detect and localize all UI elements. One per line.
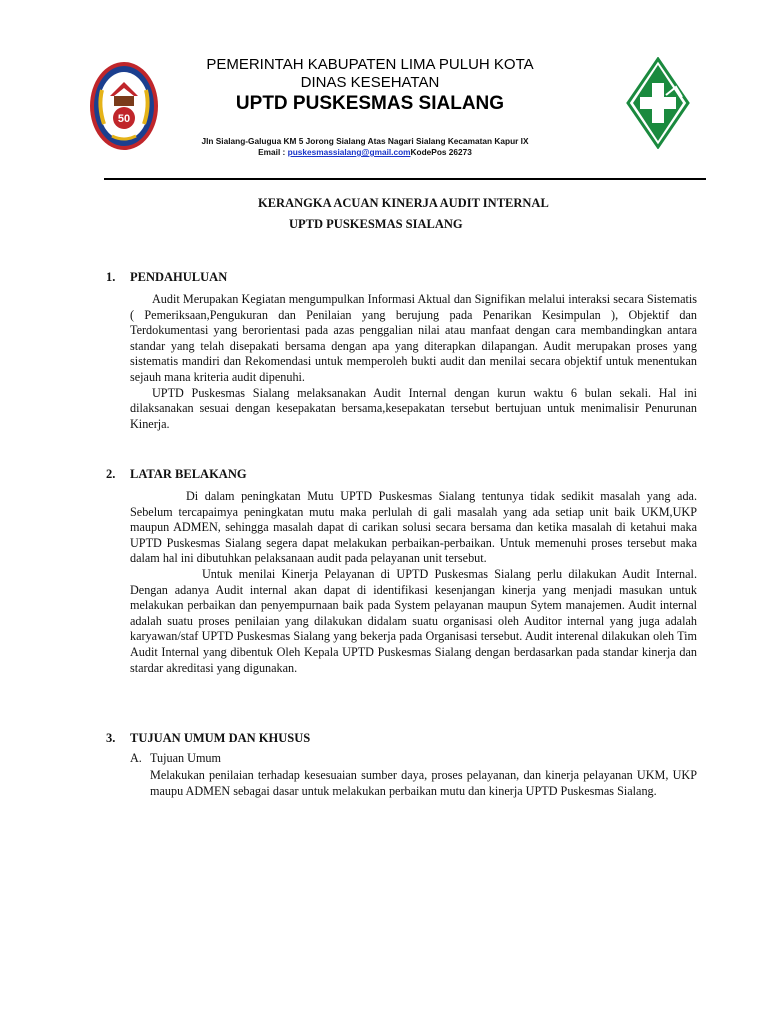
section-heading-latar-belakang xyxy=(106,467,247,482)
emblem-text: 50 xyxy=(117,113,131,125)
section-body-tujuan xyxy=(150,768,697,799)
letterhead-divider xyxy=(104,178,706,180)
document-title: KERANGKA ACUAN KINERJA AUDIT INTERNAL xyxy=(258,196,549,210)
section-body-pendahuluan xyxy=(130,292,697,432)
section-number: 2. xyxy=(106,467,116,481)
paragraph: Di dalam peningkatan Mutu UPTD Puskesmas Sialang tentunya tidak sedikit masalah yang ada. Sebelum tercapaimya peningkatan mutu maka perlulah di gali masalah yang ada setiap unit baik UKM,UKP maupun ADMEN, sehingga masalah dapat di carikan solusi secara bersama dan ketika masalah di ketahui maka UPTD Puskesmas Sialang segera dapat melakukan perbaikan-perbaikan. Untuk memenuhi proses tersebut maka dalam hal ini dibutuhkan pelaksanaan audit pada pelayanan unit tersebut. xyxy=(130,489,697,566)
paragraph: Audit Merupakan Kegiatan mengumpulkan Informasi Aktual dan Signifikan melalui interaksi secara Sistematis ( Pemeriksaan,Pengukuran dan Penilaian yang berujung pada Penarikan Kesimpulan ), Objektif dan Terdokumentasi yang berorientasi pada azas penggalian nilai atau manfaat dengan cara membandingkan antara standar yang telah disepakati bersama dengan apa yang diterapkan dilapangan. Audit merupakan proses yang sistematis mandiri dan Rekomendasi untuk memperoleh bukti audit dan menilai secara objektif untuk menentukan sejauh mana kriteria audit dipenuhi. xyxy=(130,292,697,384)
section-body-latar-belakang xyxy=(130,489,697,676)
subsection-title: Tujuan Umum xyxy=(150,751,221,765)
paragraph: UPTD Puskesmas Sialang melaksanakan Audit Internal dengan kurun waktu 6 bulan sekali. Hal ini dilaksanakan sesuai dengan kesepakatan bersama,kesepakatan tersebut bertujuan untuk menimalisir Penurunan Kinerja. xyxy=(130,385,697,431)
section-number: 1. xyxy=(106,270,116,284)
document-subtitle: UPTD PUSKESMAS SIALANG xyxy=(289,217,463,231)
letterhead-institution: UPTD PUSKESMAS SIALANG xyxy=(235,93,505,114)
letterhead-address: Jln Sialang-Galugua KM 5 Jorong Sialang Atas Nagari Sialang Kecamatan Kapur IX xyxy=(201,136,529,146)
subsection-number: A. xyxy=(130,751,142,765)
subsection-tujuan-umum xyxy=(130,751,221,766)
postcode: KodePos 26273 xyxy=(410,147,472,157)
letterhead-contact xyxy=(160,147,570,157)
section-title: LATAR BELAKANG xyxy=(130,467,247,481)
letterhead-government: PEMERINTAH KABUPATEN LIMA PULUH KOTA xyxy=(206,56,534,73)
email-label: Email : xyxy=(258,147,288,157)
section-heading-pendahuluan xyxy=(106,270,227,285)
paragraph: Untuk menilai Kinerja Pelayanan di UPTD Puskesmas Sialang perlu dilakukan Audit Internal. Dengan adanya Audit internal akan dapat di identifikasi kesenjangan kinerja yang menjadi masukan untuk melakukan perbaikan dan penyempurnaan baik pada System pelayanan maupun Sytem manajemen. Audit internal adalah suatu proses penilaian yang dilakukan didalam suatu organisasi oleh Auditor internal yang juga adalah karyawan/staf UPTD Puskesmas Sialang yang bekerja pada Organisasi tersebut. Audit interenal dilakukan oleh Tim Audit Internal yang dibentuk Oleh Kepala UPTD Puskesmas Sialang dengan berdasarkan pada standar kinerja dan stardar akreditasi yang digunakan. xyxy=(130,566,697,675)
section-heading-tujuan xyxy=(106,731,310,746)
puskesmas-logo xyxy=(626,57,690,149)
kabupaten-emblem-logo xyxy=(88,60,160,152)
section-title: TUJUAN UMUM DAN KHUSUS xyxy=(130,731,311,745)
section-title: PENDAHULUAN xyxy=(130,270,228,284)
email-link[interactable]: puskesmassialang@gmail.com xyxy=(287,147,411,157)
section-number: 3. xyxy=(106,731,116,745)
paragraph: Melakukan penilaian terhadap kesesuaian sumber daya, proses pelayanan, dan kinerja pelayanan UKM, UKP maupu ADMEN sebagai dasar untuk melakukan perbaikan mutu dan kinerja UPTD Puskesmas Sialang. xyxy=(150,768,697,798)
letterhead-department: DINAS KESEHATAN xyxy=(300,74,440,91)
